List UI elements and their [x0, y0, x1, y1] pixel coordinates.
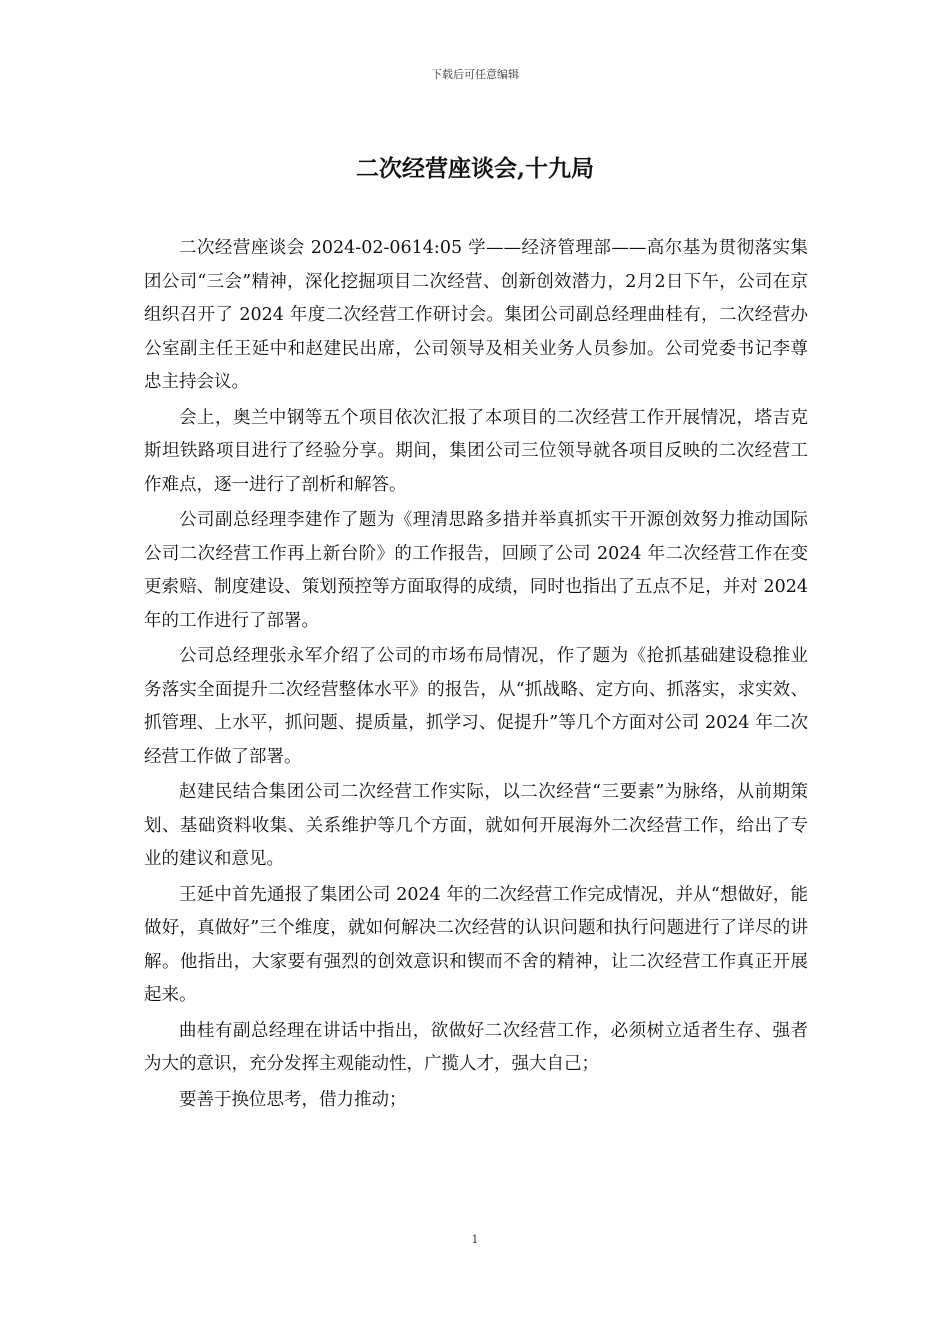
paragraph: 会上，奥兰中钢等五个项目依次汇报了本项目的二次经营工作开展情况，塔吉克斯坦铁路项目进行了经验分享。期间，集团公司三位领导就各项目反映的二次经营工作难点，逐一进行了剖析和解答。 — [144, 407, 808, 495]
page-number: 1 — [471, 1233, 479, 1246]
paragraph: 公司总经理张永军介绍了公司的市场布局情况，作了题为《抢抓基础建设稳推业务落实全面提升二次经营整体水平》的报告，从“抓战略、定方向、抓落实，求实效、抓管理、上水平，抓问题、提质量，抓学习、促提升”等几个方面对公司 2024 年二次经营工作做了部署。 — [144, 646, 808, 767]
paragraph: 曲桂有副总经理在讲话中指出，欲做好二次经营工作，必须树立适者生存、强者为大的意识，充分发挥主观能动性，广揽人才，强大自己； — [144, 1020, 808, 1074]
paragraph: 要善于换位思考，借力推动； — [179, 1089, 407, 1110]
paragraph: 赵建民结合集团公司二次经营工作实际，以二次经营“三要素”为脉络，从前期策划、基础资料收集、关系维护等几个方面，就如何开展海外二次经营工作，给出了专业的建议和意见。 — [144, 782, 808, 869]
paragraph: 王延中首先通报了集团公司 2024 年的二次经营工作完成情况，并从“想做好，能做好，真做好”三个维度，就如何解决二次经营的认识问题和执行问题进行了详尽的讲解。他指出，大家要有强烈的创效意识和锲而不舍的精神，让二次经营工作真正开展起来。 — [144, 884, 808, 1005]
document-body — [144, 232, 808, 1119]
paragraph: 公司副总经理李建作了题为《理清思路多措并举真抓实干开源创效努力推动国际公司二次经营工作再上新台阶》的工作报告，回顾了公司 2024 年二次经营工作在变更索赔、制度建设、策划预控等方面取得的成绩，同时也指出了五点不足，并对 2024 年的工作进行了部署。 — [144, 510, 808, 631]
page-header-note: 下载后可任意编辑 — [431, 68, 519, 81]
paragraph: 二次经营座谈会 2024-02-0614:05 学——经济管理部——高尔基为贯彻落实集团公司“三会”精神，深化挖掘项目二次经营、创新创效潜力，2月2日下午，公司在京组织召开了 2024 年度二次经营工作研讨会。集团公司副总经理曲桂有，二次经营办公室副主任王延中和赵建民出席，公司领导及相关业务人员参加。公司党委书记李尊忠主持会议。 — [144, 238, 808, 392]
document-title: 二次经营座谈会,十九局 — [355, 155, 594, 182]
